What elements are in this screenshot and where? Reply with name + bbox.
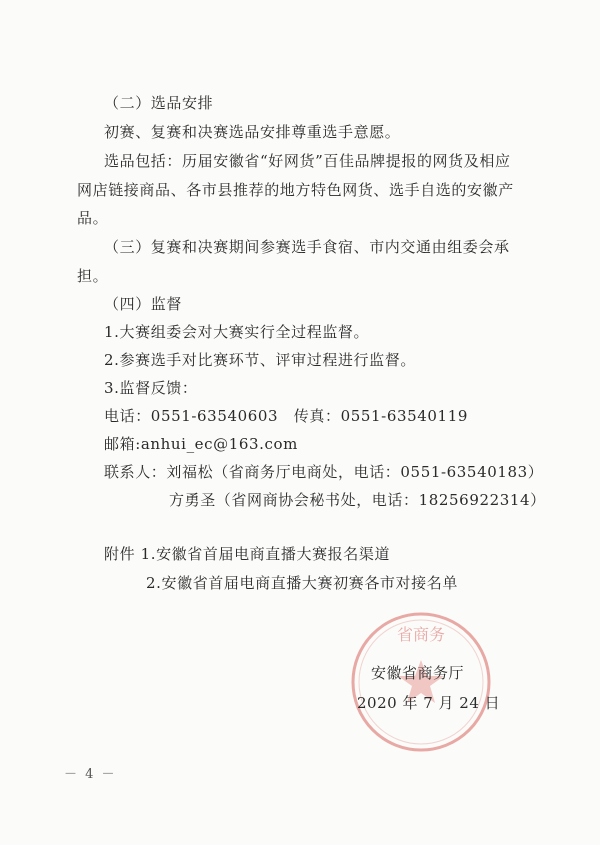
section3-line2: 担。 bbox=[77, 267, 109, 285]
attachment-1: 附件 1.安徽省首届电商直播大赛报名渠道 bbox=[104, 545, 391, 563]
section2-heading: （二）选品安排 bbox=[104, 94, 214, 112]
section4-heading: （四）监督 bbox=[104, 295, 183, 313]
page-number: － 4 － bbox=[64, 767, 117, 782]
email: 邮箱:anhui_ec@163.com bbox=[104, 435, 299, 453]
section2-paragraph1: 初赛、复赛和决赛选品安排尊重选手意愿。 bbox=[104, 123, 401, 141]
section2-paragraph2-line1: 选品包括：历届安徽省“好网货”百佳品牌提报的网货及相应 bbox=[104, 152, 511, 170]
attachment-2: 2.安徽省首届电商直播大赛初赛各市对接名单 bbox=[146, 574, 458, 592]
section2-paragraph2-line3: 品。 bbox=[77, 209, 109, 227]
phone-fax: 电话：0551-63540603 传真：0551-63540119 bbox=[104, 407, 468, 425]
section4-item1: 1.大赛组委会对大赛实行全过程监督。 bbox=[104, 323, 370, 341]
section3-line1: （三）复赛和决赛期间参赛选手食宿、市内交通由组委会承 bbox=[104, 238, 510, 256]
signature-date: 2020 年 7 月 24 日 bbox=[357, 694, 501, 712]
section2-paragraph2-line2: 网店链接商品、各市县推荐的地方特色网货、选手自选的安徽产 bbox=[77, 181, 514, 199]
contact-person-1: 联系人：刘福松（省商务厅电商处，电话：0551-63540183） bbox=[104, 463, 544, 481]
section4-item2: 2.参赛选手对比赛环节、评审过程进行监督。 bbox=[104, 351, 416, 369]
section4-item3: 3.监督反馈： bbox=[104, 379, 198, 397]
seal-text: 省商务 bbox=[396, 625, 446, 644]
contact-person-2: 方勇圣（省网商协会秘书处，电话：18256922314） bbox=[169, 491, 546, 509]
signature-organization: 安徽省商务厅 bbox=[371, 664, 465, 682]
